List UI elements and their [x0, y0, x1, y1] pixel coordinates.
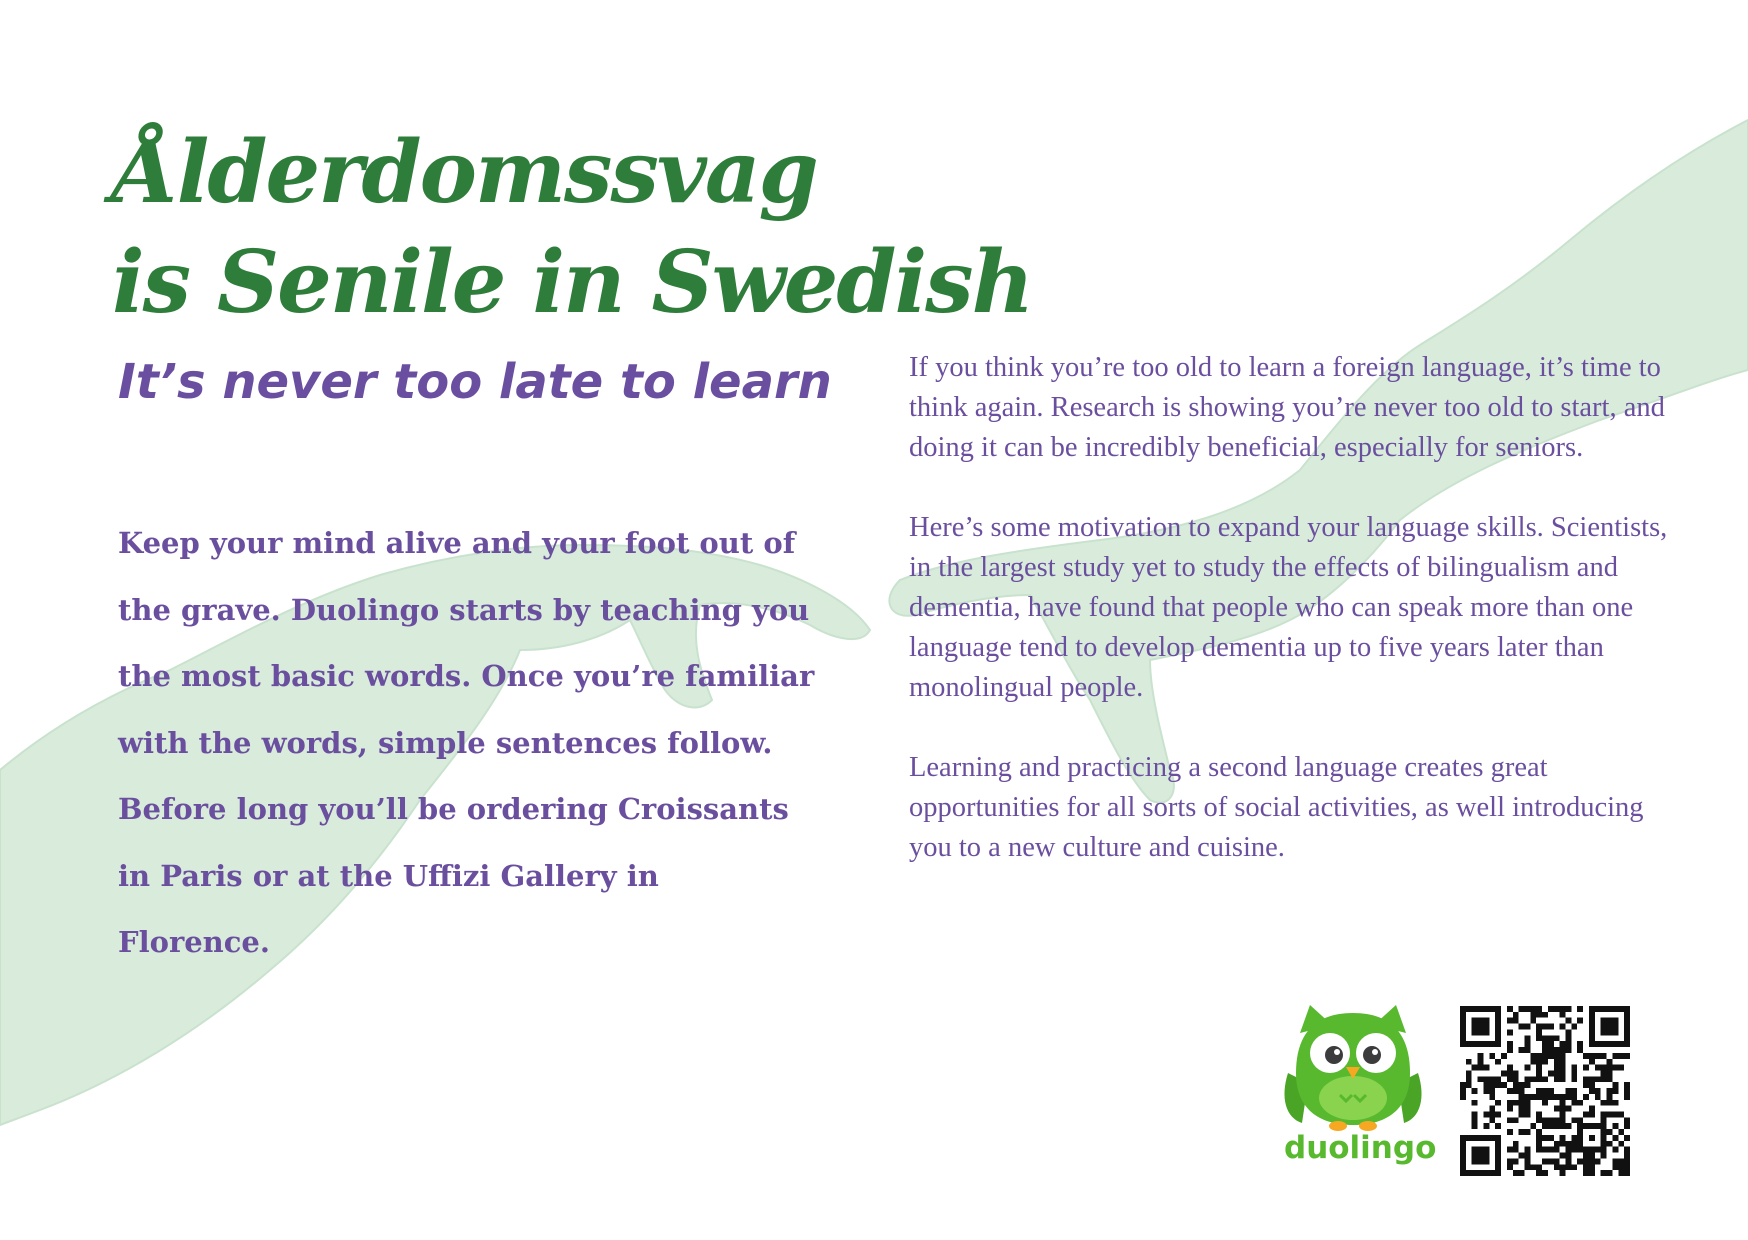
tagline: It’s never too late to learn	[118, 354, 832, 410]
lead-paragraph: Keep your mind alive and your foot out of the grave. Duolingo starts by teaching you the most basic words. Once you’re familiar with the words, simple sentences follow. Before long you’ll be ordering Croissants in Paris or at the Uffizi Gallery in Florence.	[118, 526, 815, 959]
duolingo-wordmark: duolingo	[1284, 1130, 1437, 1166]
headline	[112, 118, 1112, 338]
body-paragraph-3: Learning and practicing a second language creates great opportunities for all sorts of social activities, as well introducing you to a new culture and cuisine.	[909, 752, 1644, 863]
body-paragraph-1: If you think you’re too old to learn a foreign language, it’s time to think again. Research is showing you’re never too old to start, and doing it can be incredibly beneficial, especially for seniors.	[909, 352, 1665, 463]
duolingo-owl-icon	[1280, 1003, 1426, 1133]
body-paragraph-2: Here’s some motivation to expand your language skills. Scientists, in the largest study yet to study the effects of bilingualism and dementia, have found that people who can speak more than one language tend to develop dementia up to five years later than monolingual people.	[909, 512, 1668, 703]
headline-line-2: is Senile in Swedish	[112, 232, 1033, 333]
qr-code-icon[interactable]	[1460, 1006, 1630, 1176]
headline-line-1: Ålderdomssvag	[112, 122, 817, 223]
body-copy	[909, 348, 1669, 908]
